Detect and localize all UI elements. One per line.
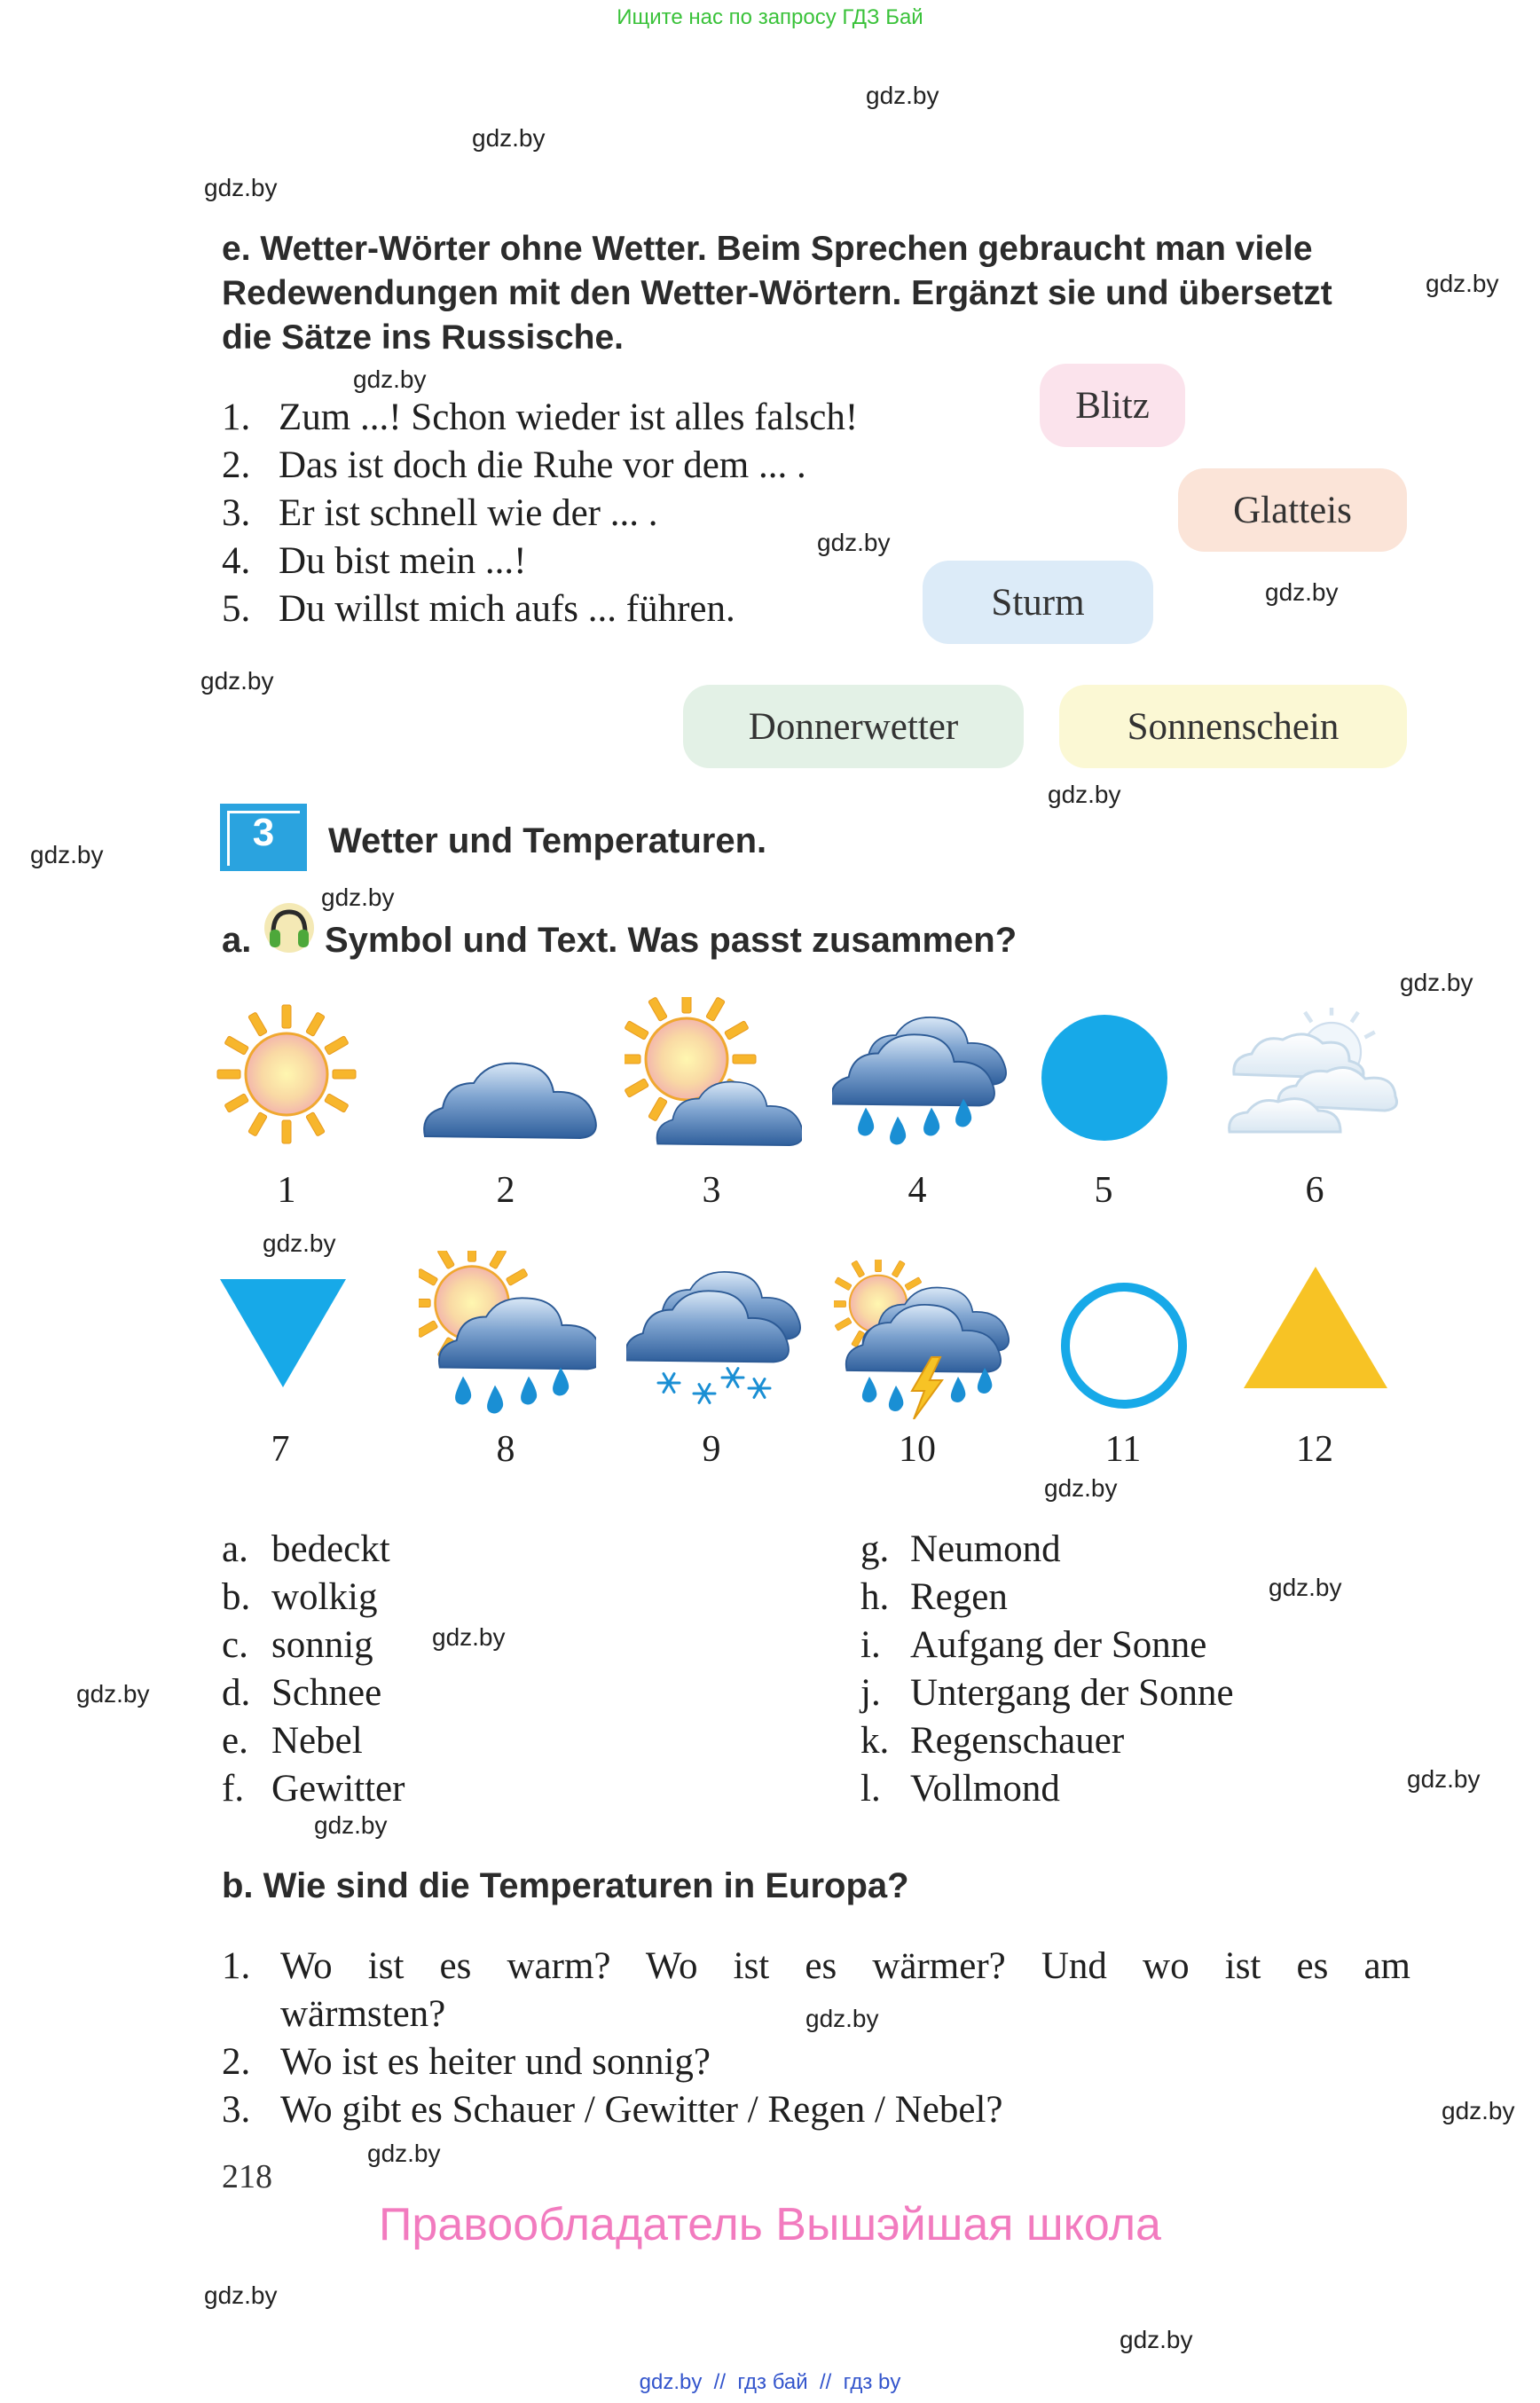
watermark: gdz.by (263, 1229, 336, 1257)
list-item: k. Regenschauer (860, 1720, 1125, 1762)
watermark: gdz.by (866, 82, 939, 109)
word-chip-sonnenschein: Sonnenschein (1059, 685, 1407, 768)
list-item: d. Schnee (222, 1672, 382, 1714)
word-chip-sturm: Sturm (923, 561, 1153, 644)
list-item: j. Untergang der Sonne (860, 1672, 1234, 1714)
watermark: gdz.by (204, 2281, 278, 2309)
watermark: gdz.by (321, 883, 395, 911)
symbol-number: 9 (702, 1429, 721, 1470)
list-item: 2. Wo ist es heiter und sonnig? (222, 2041, 711, 2083)
rain-cloud-icon (832, 1008, 1010, 1150)
watermark: gdz.by (432, 1623, 506, 1651)
list-item: a. bedeckt (222, 1528, 390, 1570)
sun-icon (211, 999, 362, 1150)
cloud-icon (420, 1041, 598, 1157)
symbol-number: 11 (1104, 1429, 1142, 1470)
watermark: gdz.by (472, 124, 546, 152)
watermark: gdz.by (76, 1680, 150, 1708)
symbol-number: 1 (277, 1170, 296, 1211)
watermark: gdz.by (805, 2005, 879, 2032)
watermark: gdz.by (204, 174, 278, 201)
list-item: f. Gewitter (222, 1768, 405, 1810)
watermark: gdz.by (1044, 1474, 1118, 1502)
symbol-number: 10 (899, 1429, 936, 1470)
exercise-number-badge (220, 804, 307, 871)
task-b-questions (222, 1943, 1410, 2134)
watermark: gdz.by (1269, 1574, 1342, 1601)
watermark: gdz.by (817, 529, 891, 556)
task-e-sentences (222, 394, 858, 633)
list-item: 3. Er ist schnell wie der ... . (222, 492, 658, 534)
sun-rain-shower-icon (419, 1251, 596, 1419)
list-item: l. Vollmond (860, 1768, 1060, 1810)
watermark: gdz.by (1442, 2097, 1515, 2124)
list-item: 3. Wo gibt es Schauer / Gewitter / Regen / Nebel? (222, 2089, 1003, 2131)
snow-cloud-icon (626, 1263, 804, 1414)
list-item: i. Aufgang der Sonne (860, 1624, 1207, 1666)
task-e-heading-line: Redewendungen mit den Wetter-Wörtern. Ergänzt sie und übersetzt (222, 274, 1332, 312)
exercise-number: 3 (252, 811, 275, 854)
watermark: gdz.by (367, 2140, 441, 2167)
watermark: gdz.by (200, 667, 274, 695)
watermark: gdz.by (1265, 578, 1339, 606)
word-chip-blitz: Blitz (1040, 364, 1185, 447)
task-e-heading-line: die Sätze ins Russische. (222, 318, 625, 357)
page-number: 218 (222, 2158, 272, 2195)
full-moon-filled-circle-icon (1038, 1011, 1171, 1144)
list-item: 4. Du bist mein ...! (222, 540, 527, 582)
watermark: gdz.by (1426, 270, 1499, 297)
top-banner[interactable]: Ищите нас по запросу ГДЗ Бай (617, 5, 923, 29)
watermark: gdz.by (1407, 1765, 1481, 1793)
list-item: 2. Das ist doch die Ruhe vor dem ... . (222, 444, 806, 486)
symbol-number: 2 (496, 1170, 515, 1211)
word-chip-donnerwetter: Donnerwetter (683, 685, 1024, 768)
task-e-heading (222, 227, 1410, 360)
list-item: 5. Du willst mich aufs ... führen. (222, 588, 735, 630)
word-chip-glatteis: Glatteis (1178, 468, 1407, 552)
watermark: gdz.by (1048, 781, 1121, 808)
list-item: 1. Zum ...! Schon wieder ist alles falsch! (222, 397, 859, 438)
symbol-number: 3 (702, 1170, 721, 1211)
list-item: b. wolkig (222, 1576, 378, 1618)
new-moon-ring-icon (1057, 1279, 1190, 1412)
task-a-heading: Symbol und Text. Was passt zusammen? (325, 921, 1018, 960)
list-item: e. Nebel (222, 1720, 363, 1762)
list-item: g. Neumond (860, 1528, 1061, 1570)
list-item: c. sonnig (222, 1624, 373, 1666)
task-b-heading: b. Wie sind die Temperaturen in Europa? (222, 1866, 909, 1905)
watermark: gdz.by (1400, 969, 1473, 996)
symbol-number: 5 (1094, 1170, 1113, 1211)
symbol-number: 7 (271, 1429, 290, 1470)
fog-icon (1221, 1008, 1407, 1150)
symbol-number: 6 (1305, 1170, 1324, 1211)
watermark: gdz.by (1120, 2326, 1193, 2353)
thunderstorm-icon (834, 1260, 1011, 1419)
task-a-label: a. (222, 921, 252, 960)
list-item: h. Regen (860, 1576, 1008, 1618)
options-left (222, 1526, 405, 1813)
footer-links[interactable]: gdz.by // гдз бай // гдз by (639, 2370, 901, 2394)
sun-behind-cloud-icon (625, 997, 802, 1157)
sunset-down-triangle-icon (216, 1276, 350, 1391)
watermark: gdz.by (314, 1811, 388, 1839)
exercise-title: Wetter und Temperaturen. (328, 821, 767, 860)
task-e-heading-line: e. Wetter-Wörter ohne Wetter. Beim Sprechen gebraucht man viele (222, 230, 1313, 268)
headphones-icon (263, 901, 316, 954)
symbol-number: 4 (908, 1170, 927, 1211)
sunrise-up-triangle-icon (1240, 1263, 1391, 1392)
symbol-number: 8 (496, 1429, 515, 1470)
copyright-notice: Правообладатель Вышэйшая школа (379, 2199, 1161, 2250)
watermark: gdz.by (30, 841, 104, 868)
list-item: 1. Wo ist es warm? Wo ist es wärmer? Und wo ist es am wärmsten? (222, 1945, 1410, 2035)
symbol-number: 12 (1296, 1429, 1333, 1470)
watermark: gdz.by (353, 365, 427, 393)
options-right (860, 1526, 1234, 1813)
